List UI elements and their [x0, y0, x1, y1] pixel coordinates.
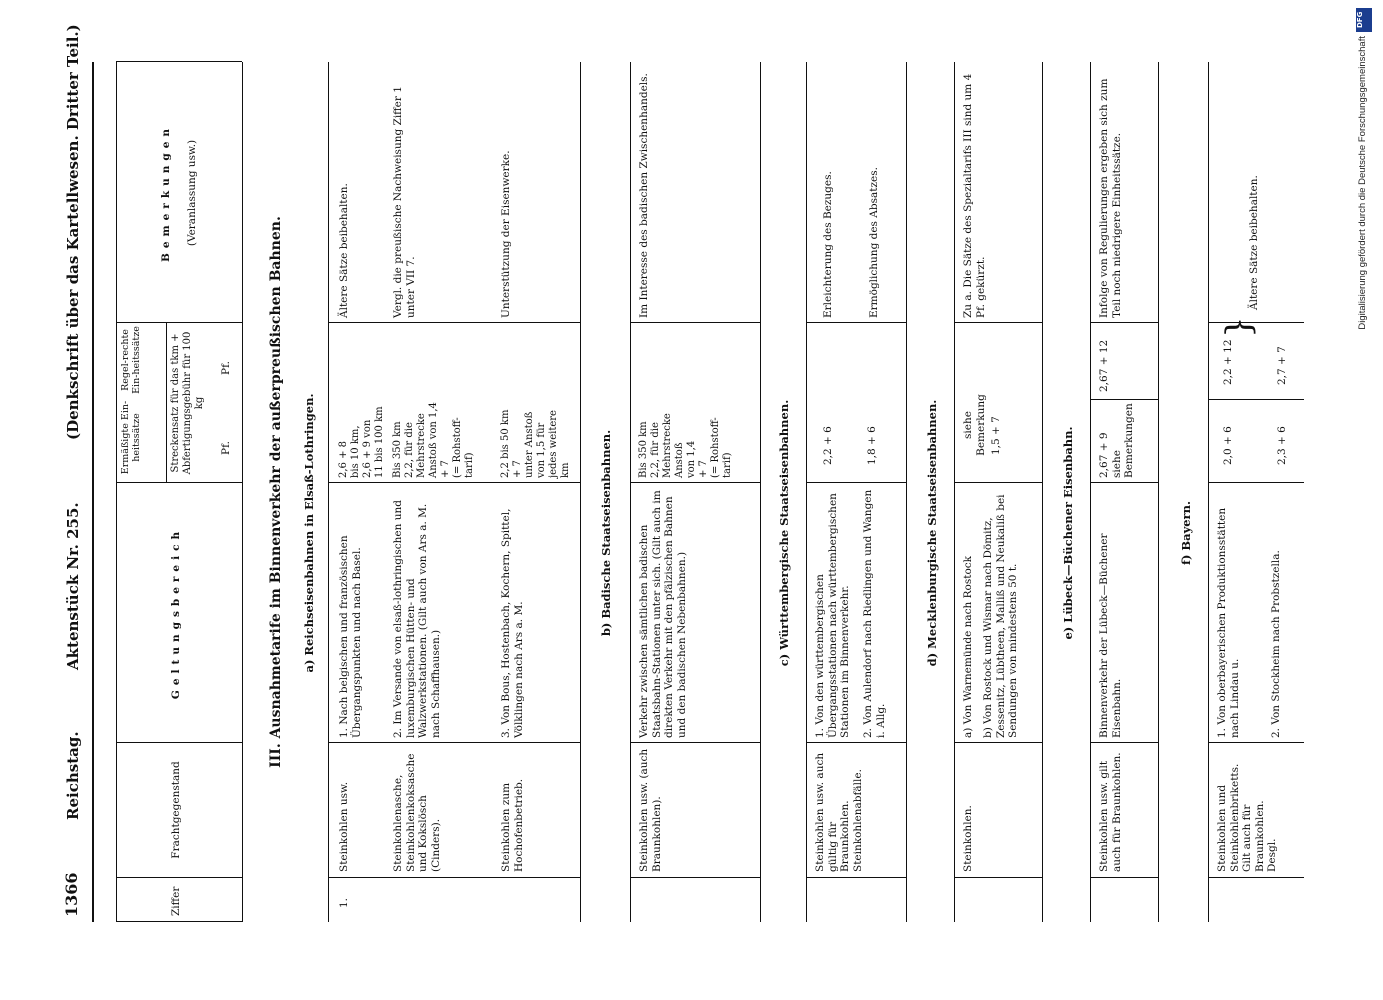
table-row-rate: 2,0 + 6: [1222, 426, 1234, 465]
col-divider: [1090, 877, 1158, 878]
col-header-geltungsbereich: Geltungsbereich: [170, 526, 182, 700]
row-rule: [1208, 62, 1209, 922]
row-rule: [630, 62, 631, 922]
section-bottom-rule: [580, 62, 581, 922]
col-divider: [116, 322, 242, 323]
table-row-good: Steinkohlen usw. (auch Braunkohlen).: [638, 748, 663, 872]
col-divider: [116, 877, 242, 878]
col-divider: [1208, 482, 1304, 483]
col-header-ziffer: Ziffer: [170, 886, 182, 916]
row-rule: [806, 62, 807, 922]
section-bottom-rule: [760, 62, 761, 922]
section-bottom-rule: [906, 62, 907, 922]
ziffer-value: 1.: [338, 897, 350, 908]
table-row-range: a) Von Warnemünde nach Rostock: [962, 555, 974, 738]
left-header: Reichstag.: [64, 731, 82, 820]
table-row-rate: 1,5 + 7: [990, 416, 1002, 455]
table-row-note: Zu a. Die Sätze des Spezialtarifs III sind um 4 Pf. gekürzt.: [962, 73, 987, 318]
col-divider: [1208, 399, 1304, 400]
section-bottom-rule: [1158, 62, 1159, 922]
bracket-icon: }: [1219, 316, 1259, 338]
table-row-note: Im Interesse des badischen Zwischenhandels.: [638, 73, 650, 318]
subsection-title: c) Württembergische Staatseisenbahnen.: [777, 399, 791, 667]
header-rule: [92, 62, 94, 922]
table-row-note: Infolge von Regulierungen ergeben sich zum Teil noch niedrigere Einheitssätze.: [1098, 78, 1123, 318]
table-row-note: Vergl. die preußische Nachweisung Ziffer 1 unter VII 7.: [392, 86, 417, 318]
col-divider: [954, 742, 1042, 743]
row-rule: [954, 62, 955, 922]
right-header: (Denkschrift über das Kartellwesen. Dritter Teil.): [64, 24, 82, 440]
section-bottom-rule: [1042, 62, 1043, 922]
rate-subheader-rule: [166, 323, 167, 483]
row-rule: [328, 62, 329, 922]
table-row-range: 1. Nach belgischen und französischen Übergangspunkten und nach Basel.: [338, 535, 363, 738]
table-row-good: Steinkohlen usw. auch gültig für Braunkohlen. Steinkohlenabfälle.: [814, 752, 864, 872]
subsection-title: d) Mecklenburgische Staatseisenbahnen.: [925, 399, 939, 667]
col-divider: [806, 877, 906, 878]
dfg-logo: DFG: [1356, 8, 1372, 32]
col-divider: [1090, 482, 1158, 483]
col-divider: [1208, 877, 1304, 878]
table-row-range: 2. Von Stockheim nach Probstzella.: [1270, 550, 1282, 738]
table-row-good: Steinkohlen.: [962, 805, 974, 872]
col-divider: [630, 322, 760, 323]
table-row-rate: 2,67 + 12: [1098, 339, 1110, 392]
col-divider: [328, 482, 580, 483]
table-row-rate: 2,3 + 6: [1276, 426, 1288, 465]
table-row-good: Steinkohlen usw. gilt auch für Braunkohlen.: [1098, 752, 1123, 872]
col-divider: [806, 482, 906, 483]
page-number: 1366: [62, 872, 81, 917]
digitization-credit: Digitalisierung gefördert durch die Deutsche Forschungsgemeinschaft: [1357, 36, 1368, 330]
table-row-range: 1. Von den württembergischen Übergangsstationen nach württembergischen Stationen im Binnenverkehr.: [814, 493, 852, 738]
row-rule: [1090, 62, 1091, 922]
table-row-range: Binnenverkehr der Lübeck—Büchener Eisenbahn.: [1098, 533, 1123, 738]
col-divider: [806, 742, 906, 743]
col-divider: [630, 482, 760, 483]
table-right-border: [116, 61, 242, 62]
table-row-range: 2. Von Aulendorf nach Riedlingen und Wangen i. Allg.: [862, 489, 887, 738]
table-row-rate: 2,2 bis 50 km + 7 unter Anstoß von 1,5 für jedes weitere km: [500, 409, 571, 478]
col-header-bemerkungen: Bemerkungen: [160, 123, 172, 263]
section-title: III. Ausnahmetarife im Binnenverkehr der außerpreußischen Bahnen.: [268, 216, 284, 768]
table-left-border: [116, 921, 242, 922]
col-divider: [954, 877, 1042, 878]
col-divider: [328, 877, 580, 878]
table-row-range: b) Von Rostock und Wismar nach Dömitz, Zessenitz, Lübtheen, Malliß und Neukaliß bei Sendungen von mindestens 50 t.: [982, 494, 1020, 738]
table-row-note: Ältere Sätze beibehalten.: [338, 183, 350, 318]
table-row-range: 1. Von oberbayerischen Produktionsstätten nach Lindau u.: [1216, 507, 1241, 738]
col-divider: [806, 322, 906, 323]
table-row-rate: Bis 350 km 2,2, für die Mehrstrecke Anstoß von 1,4 + 7 (= Rohstoff- tarif): [392, 402, 475, 478]
table-row-note: Ältere Sätze beibehalten.: [1248, 175, 1260, 310]
table-row-range: 2. Im Versande von elsaß-lothringischen und luxemburgischen Hütten- und Walzwerkstationen. (Gilt auch von Ars a. M. nach Schaffhausen.): [392, 500, 442, 738]
table-row-note: Unterstützung der Eisenwerke.: [500, 150, 512, 318]
table-row-good: Steinkohlen und Steinkohlenbriketts. Gilt auch für Braunkohlen. Desgl.: [1216, 763, 1279, 872]
table-row-rate: 2,7 + 7: [1276, 346, 1288, 385]
col-divider: [116, 482, 242, 483]
col-header-streckensatz: Streckensatz für das tkm + Abfertigungsgebühr für 100 kg: [170, 331, 205, 475]
center-header: Aktenstück Nr. 255.: [64, 502, 82, 670]
table-row-rate: 2,2 + 6: [822, 426, 834, 465]
col-header-bemerkungen-sub: (Veranlassung usw.): [186, 139, 198, 247]
table-row-rate: 2,6 + 8 bis 10 km, 2,6 + 9 von 11 bis 100 km: [338, 406, 385, 478]
subsection-title: b) Badische Staatseisenbahnen.: [599, 429, 613, 637]
table-row-good: Steinkohlen zum Hochofenbetrieb.: [500, 778, 525, 872]
col-divider: [630, 877, 760, 878]
table-row-good: Steinkohlen usw.: [338, 781, 350, 872]
table-row-rate: 2,2 + 12: [1222, 339, 1234, 385]
table-row-rate: Bis 350 km 2,2, für die Mehrstrecke Anstoß von 1,4 + 7 (= Rohstoff- tarif): [638, 413, 733, 478]
col-divider: [1090, 399, 1158, 400]
table-row-rate: siehe Bemerkung: [962, 394, 987, 456]
col-header-regelrechte: Regel-rechte Ein-heitssätze: [120, 326, 143, 394]
table-row-range: 3. Von Bous, Hostenbach, Kochern, Spittel, Völklingen nach Ars a. M.: [500, 508, 525, 738]
col-divider: [954, 482, 1042, 483]
col-divider: [1090, 742, 1158, 743]
table-row-good: Steinkohlenasche, Steinkohlenkoksasche und Kokslösch (Cinders).: [392, 753, 442, 872]
table-row-rate: 1,8 + 6: [866, 426, 878, 465]
header-bottom-rule: [242, 62, 243, 922]
table-row-note: Ermöglichung des Absatzes.: [868, 167, 880, 318]
subsection-title: f) Bayern.: [1179, 501, 1193, 565]
subsection-title: e) Lübeck—Büchener Eisenbahn.: [1061, 426, 1075, 640]
table-row-rate: 2,67 + 9 siehe Bemerkungen: [1098, 403, 1136, 478]
table-top-rule: [116, 62, 117, 922]
table-row-range: Verkehr zwischen sämtlichen badischen Staatsbahn-Stationen unter sich. (Gilt auch im direkten Verkehr mit den pfälzischen Bahnen und den badischen Nebenbahnen.): [638, 490, 688, 738]
subsection-title: a) Reichseisenbahnen in Elsaß-Lothringen.: [302, 393, 316, 673]
col-divider: [116, 742, 242, 743]
unit-label-ermaessigt: Pf.: [220, 441, 232, 455]
col-divider: [630, 742, 760, 743]
col-divider: [954, 322, 1042, 323]
col-divider: [328, 742, 580, 743]
col-header-frachtgegenstand: Frachtgegenstand: [170, 761, 182, 859]
col-divider: [1090, 322, 1158, 323]
col-header-ermaessigte: Ermäßigte Ein-heitssätze: [120, 400, 143, 475]
col-divider: [1208, 742, 1304, 743]
col-divider: [328, 322, 580, 323]
digitization-sidebar: [1355, 8, 1375, 998]
table-row-note: Erleichterung des Bezuges.: [822, 171, 834, 318]
unit-label-regelrecht: Pf.: [220, 361, 232, 375]
